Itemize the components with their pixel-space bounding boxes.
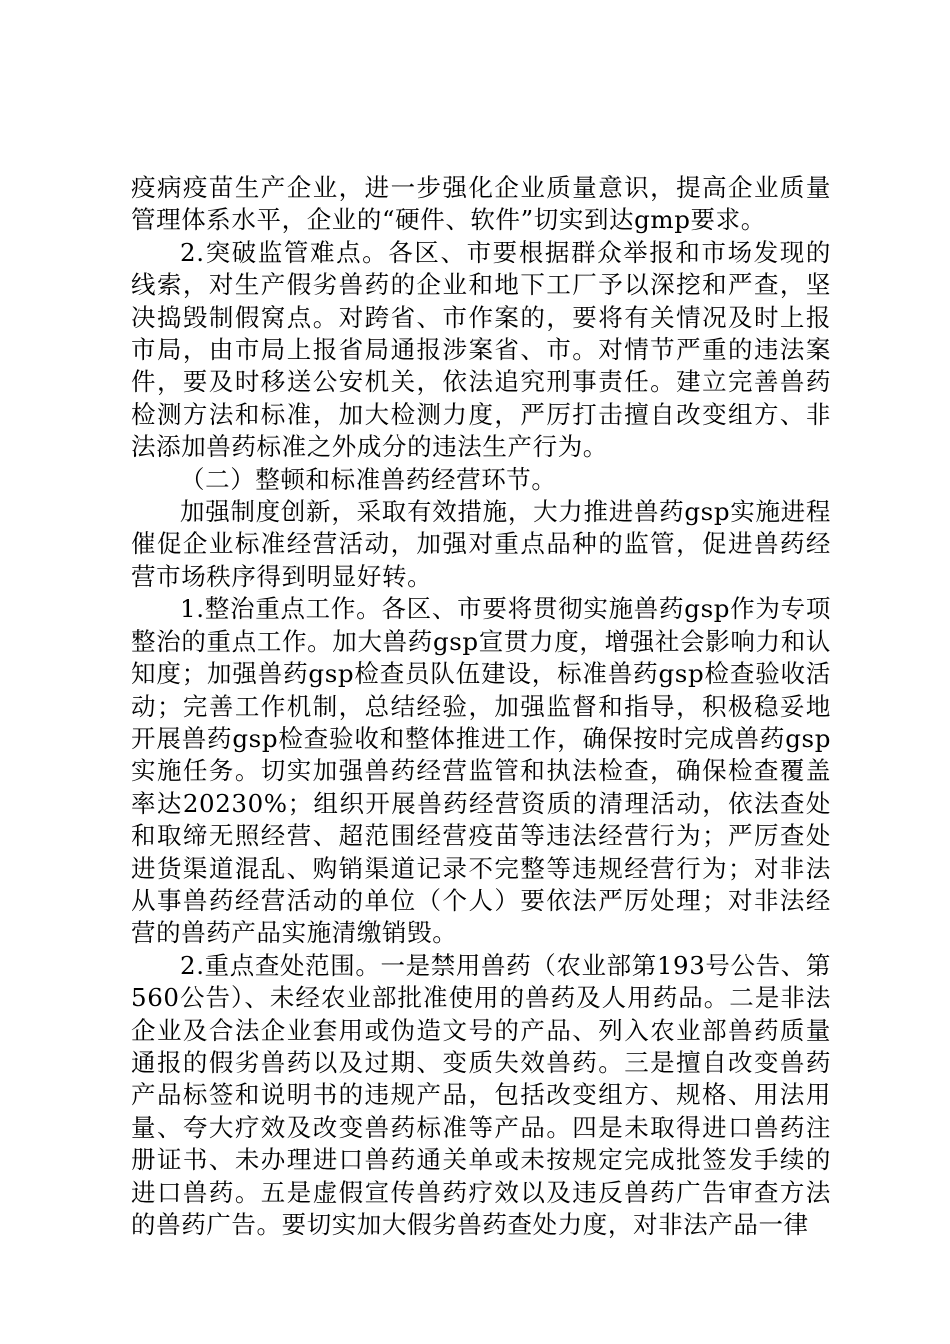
document-body [131, 172, 831, 1241]
paragraph-continuation: 疫病疫苗生产企业，进一步强化企业质量意识，提高企业质量管理体系水平，企业的“硬件、软件”切实到达gmp要求。 [131, 173, 831, 235]
paragraph-system-innovation: 加强制度创新，采取有效措施，大力推进兽药gsp实施进程催促企业标准经营活动，加强对重点品种的监管，促进兽药经营市场秩序得到明显好转。 [131, 497, 831, 591]
paragraph-investigation-scope: 2.重点查处范围。一是禁用兽药（农业部第193号公告、第560公告）、未经农业部批准使用的兽药及人用药品。二是非法企业及合法企业套用或伪造文号的产品、列入农业部兽药质量通报的假劣兽药以及过期、变质失效兽药。三是擅自改变兽药产品标签和说明书的违规产品，包括改变组方、规格、用法用量、夸大疗效及改变兽药标准等产品。四是未取得进口兽药注册证书、未办理进口兽药通关单或未按规定完成批签发手续的进口兽药。五是虚假宣传兽药疗效以及违反兽药广告审查方法的兽药广告。要切实加大假劣兽药查处力度，对非法产品一律 [131, 950, 831, 1239]
paragraph-key-rectification: 1.整治重点工作。各区、市要将贯彻实施兽药gsp作为专项整治的重点工作。加大兽药gsp宣贯力度，增强社会影响力和认知度；加强兽药gsp检查员队伍建设，标准兽药gsp检查验收活动；完善工作机制，总结经验，加强监督和指导，积极稳妥地开展兽药gsp检查验收和整体推进工作，确保按时完成兽药gsp实施任务。切实加强兽药经营监管和执法检查，确保检查覆盖率达20230%；组织开展兽药经营资质的清理活动，依法查处和取缔无照经营、超范围经营疫苗等违法经营行为；严厉查处进货渠道混乱、购销渠道记录不完整等违规经营行为；对非法从事兽药经营活动的单位（个人）要依法严厉处理；对非法经营的兽药产品实施清缴销毁。 [131, 594, 831, 948]
paragraph-breakthrough-supervision: 2.突破监管难点。各区、市要根据群众举报和市场发现的线索，对生产假劣兽药的企业和地下工厂予以深挖和严查，坚决捣毁制假窝点。对跨省、市作案的，要将有关情况及时上报市局，由市局上报省局通报涉案省、市。对情节严重的违法案件，要及时移送公安机关，依法追究刑事责任。建立完善兽药检测方法和标准，加大检测力度，严厉打击擅自改变组方、非法添加兽药标准之外成分的违法生产行为。 [131, 237, 831, 462]
section-heading-business-link: （二）整顿和标准兽药经营环节。 [180, 464, 557, 494]
